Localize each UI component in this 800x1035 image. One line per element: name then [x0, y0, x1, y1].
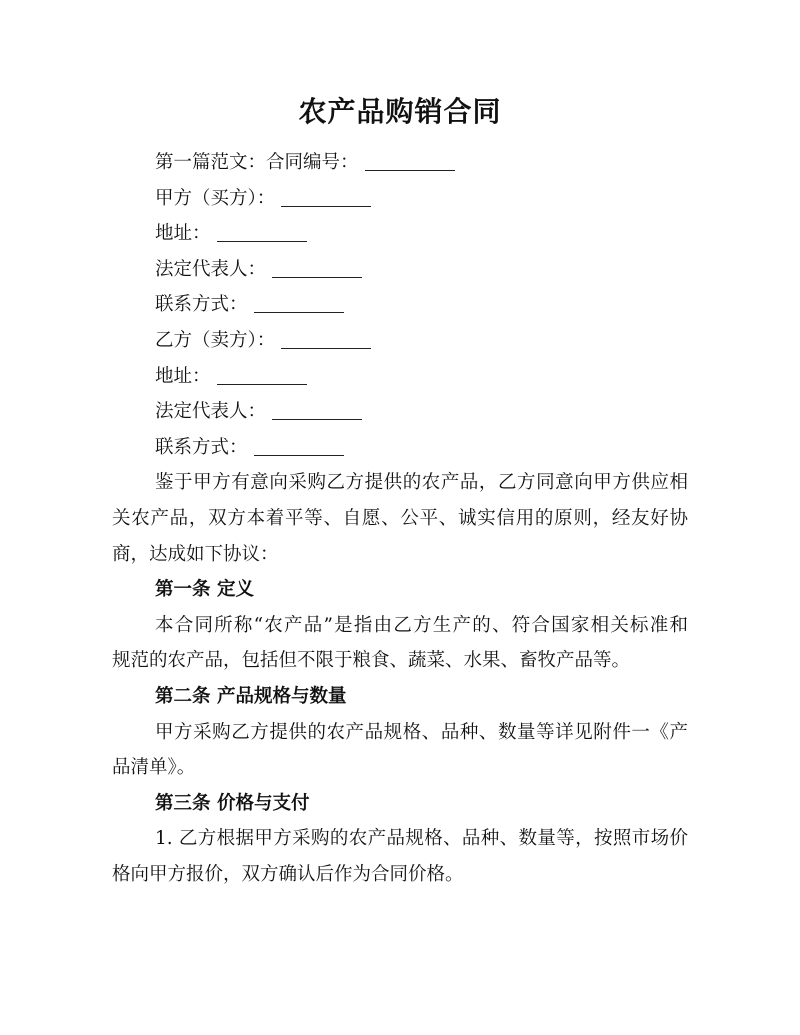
party-a-legal-representative-field — [112, 252, 688, 288]
document-body — [112, 145, 688, 892]
blank-line — [365, 170, 455, 171]
paragraph-line: 品清单》。 — [112, 757, 196, 779]
party-b-legal-representative-field — [112, 394, 688, 430]
field-label: 联系方式： — [155, 436, 248, 458]
article-price-payment — [112, 786, 688, 893]
party-b-field — [112, 323, 688, 359]
blank-line — [272, 277, 362, 278]
party-b-address-field — [112, 359, 688, 395]
article-heading: 第三条 价格与支付 — [155, 792, 310, 814]
document-title: 农产品购销合同 — [298, 95, 502, 128]
paragraph-line: 1. 乙方根据甲方采购的农产品规格、品种、数量等，按照市场价 — [155, 828, 688, 850]
blank-line — [281, 348, 371, 349]
blank-line — [217, 384, 307, 385]
contract-number-field — [112, 145, 688, 181]
blank-line — [254, 312, 344, 313]
field-label: 法定代表人： — [155, 401, 267, 423]
field-label: 法定代表人： — [155, 258, 267, 280]
article-specifications — [112, 679, 688, 786]
blank-line — [254, 455, 344, 456]
blank-line — [217, 241, 307, 242]
party-a-field — [112, 181, 688, 217]
field-label: 联系方式： — [155, 294, 248, 316]
field-label: 第一篇范文：合同编号： — [155, 152, 359, 173]
article-definitions — [112, 572, 688, 679]
field-label: 乙方（卖方）： — [155, 329, 276, 351]
paragraph-line: 鉴于甲方有意向采购乙方提供的农产品，乙方同意向甲方供应相 — [155, 472, 688, 494]
paragraph-line: 甲方采购乙方提供的农产品规格、品种、数量等详见附件一《产 — [155, 721, 688, 743]
field-label: 地址： — [155, 223, 211, 245]
party-b-contact-field — [112, 430, 688, 466]
article-heading: 第二条 产品规格与数量 — [155, 685, 347, 707]
blank-line — [272, 419, 362, 420]
article-heading: 第一条 定义 — [155, 579, 254, 601]
party-a-contact-field — [112, 287, 688, 323]
paragraph-line: 格向甲方报价，双方确认后作为合同价格。 — [112, 863, 464, 885]
paragraph-line: 规范的农产品，包括但不限于粮食、蔬菜、水果、畜牧产品等。 — [112, 650, 631, 672]
intro-paragraph — [112, 465, 688, 572]
blank-line — [281, 206, 371, 207]
paragraph-line: 本合同所称“农产品”是指由乙方生产的、符合国家相关标准和 — [155, 614, 688, 636]
field-label: 甲方（买方）： — [155, 187, 276, 209]
field-label: 地址： — [155, 365, 211, 387]
party-a-address-field — [112, 216, 688, 252]
paragraph-line: 商，达成如下协议： — [112, 543, 279, 565]
paragraph-line: 关农产品，双方本着平等、自愿、公平、诚实信用的原则，经友好协 — [112, 507, 688, 529]
